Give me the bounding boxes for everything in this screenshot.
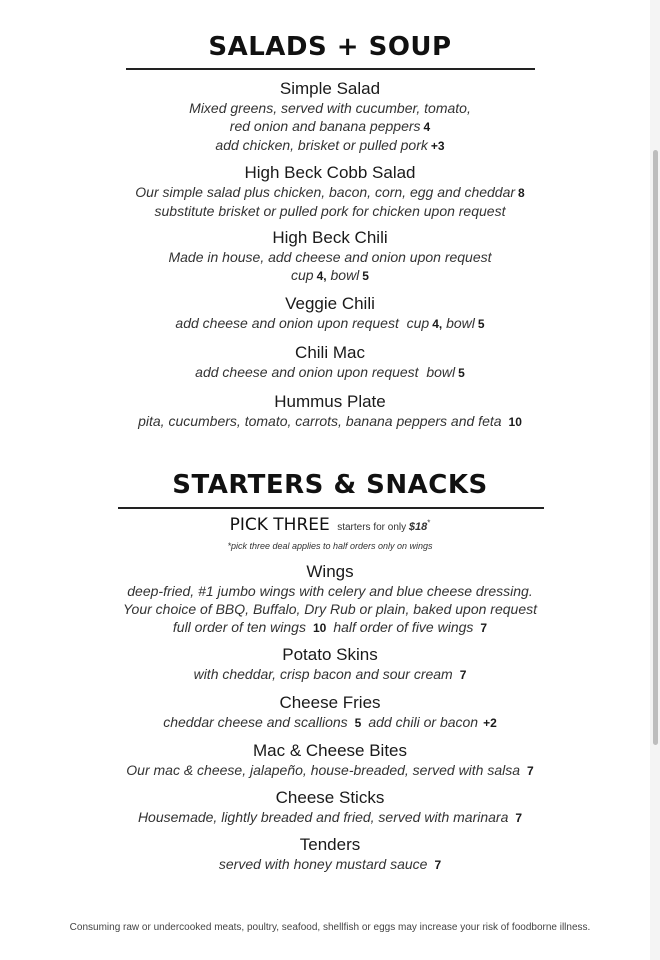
item-name: Cheese Sticks	[275, 788, 385, 807]
menu-item-cheese-fries	[0, 693, 660, 732]
menu-item-mac-cheese-bites	[0, 741, 660, 780]
item-name: Chili Mac	[295, 343, 365, 362]
pick-three-title: PICK THREE	[229, 515, 330, 535]
item-price: +3	[430, 139, 445, 153]
menu-item-hummus-plate	[0, 392, 660, 431]
item-price: 4	[423, 120, 431, 134]
pick-three-subtitle: starters for only $18*	[337, 518, 431, 533]
item-price: 5	[458, 366, 465, 380]
section-divider	[118, 507, 544, 509]
foodborne-illness-disclaimer: Consuming raw or undercooked meats, poultry, seafood, shellfish or eggs may increase your risk of foodborne illness.	[69, 922, 591, 933]
item-name: Wings	[306, 562, 354, 581]
menu-item-cheese-sticks	[0, 788, 660, 827]
item-price: 4,	[316, 269, 327, 283]
item-price: 10	[508, 415, 522, 429]
menu-item-cobb-salad	[0, 163, 660, 220]
menu-item-potato-skins	[0, 645, 660, 684]
item-description: Your choice of BBQ, Buffalo, Dry Rub or plain, baked upon request	[122, 601, 538, 617]
item-description: Mixed greens, served with cucumber, tomato,	[189, 100, 471, 116]
item-description: with cheddar, crisp bacon and sour cream 7	[193, 666, 467, 682]
item-description: Housemade, lightly breaded and fried, served with marinara 7	[137, 809, 523, 825]
item-name: Hummus Plate	[274, 392, 386, 411]
item-price: 5	[477, 317, 485, 331]
item-description: deep-fried, #1 jumbo wings with celery and blue cheese dressing.	[127, 583, 533, 599]
item-name: Simple Salad	[279, 79, 381, 98]
item-price: 7	[459, 668, 467, 682]
item-name: Tenders	[299, 835, 361, 854]
item-price: 10	[312, 621, 327, 635]
item-description: Made in house, add cheese and onion upon request	[168, 249, 492, 265]
menu-item-simple-salad	[0, 79, 660, 155]
menu-item-chili-mac	[0, 343, 660, 382]
menu-item-tenders	[0, 835, 660, 874]
item-description: red onion and banana peppers 4	[229, 118, 431, 134]
item-price: 7	[434, 858, 442, 872]
item-name: Mac & Cheese Bites	[252, 741, 407, 760]
section-title-starters: STARTERS & SNACKS	[172, 470, 488, 500]
item-price: 8	[518, 186, 525, 200]
item-name: High Beck Cobb Salad	[244, 163, 416, 182]
item-price: 7	[515, 811, 523, 825]
item-price: 7	[480, 621, 488, 635]
menu-item-high-beck-chili	[0, 228, 660, 285]
item-description: Our mac & cheese, jalapeño, house-breaded, served with salsa 7	[126, 762, 534, 778]
item-description: add cheese and onion upon request bowl 5	[195, 364, 465, 380]
item-name: Veggie Chili	[285, 294, 375, 313]
item-price: 5	[362, 269, 369, 283]
item-description: cheddar cheese and scallions 5 add chili or bacon +2	[163, 714, 497, 730]
section-divider	[126, 68, 535, 70]
pick-three-deal	[0, 515, 660, 535]
pick-three-note: *pick three deal applies to half orders only on wings	[227, 541, 433, 551]
item-description: Our simple salad plus chicken, bacon, corn, egg and cheddar 8	[135, 184, 525, 200]
item-description: substitute brisket or pulled pork for chicken upon request	[154, 203, 506, 219]
item-description: cup 4, bowl 5	[291, 267, 369, 283]
item-description: served with honey mustard sauce 7	[218, 856, 442, 872]
item-name: High Beck Chili	[272, 228, 388, 247]
item-name: Cheese Fries	[279, 693, 381, 712]
item-addon: add chicken, brisket or pulled pork +3	[215, 137, 445, 153]
item-price: 5	[354, 716, 362, 730]
item-price: 4,	[432, 317, 443, 331]
item-description: full order of ten wings 10 half order of five wings 7	[172, 619, 488, 635]
item-name: Potato Skins	[282, 645, 378, 664]
menu-item-veggie-chili	[0, 294, 660, 333]
item-price: +2	[483, 716, 497, 730]
item-price: 7	[527, 764, 534, 778]
menu-item-wings	[0, 562, 660, 637]
item-description: pita, cucumbers, tomato, carrots, banana peppers and feta 10	[138, 413, 522, 429]
pick-three-price: $18	[408, 521, 428, 533]
item-description: add cheese and onion upon request cup 4, bowl 5	[175, 315, 485, 331]
section-title-salads: SALADS + SOUP	[208, 32, 452, 62]
